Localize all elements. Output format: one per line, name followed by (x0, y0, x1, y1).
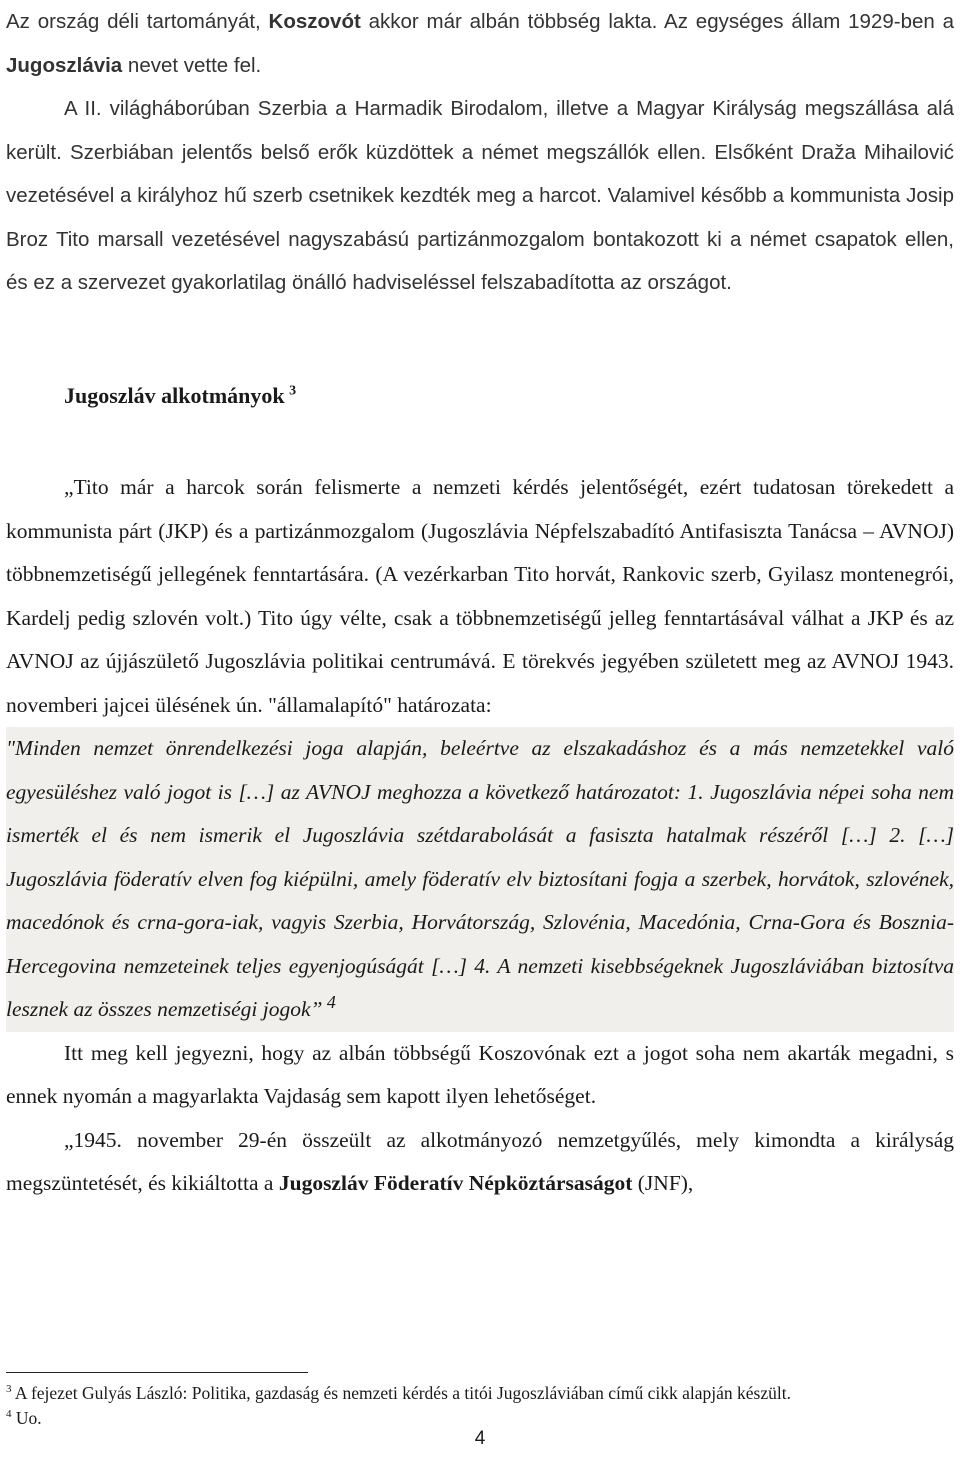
bold-koszovo: Koszovót (268, 10, 361, 33)
footnote-text: A fejezet Gulyás László: Politika, gazdaság és nemzeti kérdés a titói Jugoszláviában című cikk alapján készült. (11, 1383, 791, 1403)
text-run: akkor már albán többség lakta. Az egységes állam 1929-ben a (360, 10, 954, 33)
footnotes (6, 1381, 954, 1431)
quote-text: "Minden nemzet önrendelkezési joga alapján, beleértve az elszakadáshoz és a más nemzetekkel való egyesüléshez való jogot is […] az AVNOJ meghozza a következő határozatot: 1. Jugoszlávia népei soha nem ismerték el és nem ismerik el Jugoszlávia szétdarabolását a fasiszta hatalmak részéről […] 2. […] Jugoszlávia föderatív elven fog kiépülni, amely föderatív elv biztosítani fogja a szerbek, horvátok, szlovének, macedónok és crna-gora-iak, vagyis Szerbia, Horvátország, Szlovénia, Macedónia, Crna-Gora és Bosznia-Hercegovina nemzeteinek teljes egyenjogúságát […] 4. A nemzeti kisebbségeknek Jugoszláviában biztosítva lesznek az összes nemzetiségi jogok” (6, 736, 954, 1021)
intro-paragraph-2: A II. világháborúban Szerbia a Harmadik Birodalom, illetve a Magyar Királyság megszállása alá került. Szerbiában jelentős belső erők küzdöttek a német megszállók ellen. Elsőként Draža Mihailović vezetésével a királyhoz hű szerb csetnikek kezdték meg a harcot. Valamivel később a kommunista Josip Broz Tito marsall vezetésével nagyszabású partizánmozgalom bontakozott ki a német csapatok ellen, és ez a szervezet gyakorlatilag önálló hadviseléssel felszabadította az országot. (6, 97, 954, 294)
footnote-divider (6, 1372, 308, 1373)
footnote-mark: 3 (6, 1383, 12, 1396)
heading-text: Jugoszláv alkotmányok (64, 383, 285, 408)
footnote-mark: 4 (6, 1408, 12, 1421)
body-paragraph-2: Itt meg kell jegyezni, hogy az albán többségű Koszovónak ezt a jogot soha nem akarták megadni, s ennek nyomán a magyarlakta Vajdaság sem kapott ilyen lehetőséget. (6, 1040, 954, 1108)
body-section (6, 466, 954, 1206)
intro-paragraph-1 (6, 0, 954, 87)
page-number: 4 (474, 1428, 486, 1449)
footnote-item (6, 1381, 954, 1406)
text-run: „1945. november 29-én összeült az alkotmányozó nemzetgyűlés, mely kimondta a királyság megszüntetését, és kikiáltotta a (6, 1127, 954, 1195)
text-run: Az ország déli tartományát, (6, 10, 269, 33)
body-paragraph-3 (6, 1119, 954, 1206)
text-run: nevet vette fel. (122, 53, 262, 77)
text-run: (JNF), (632, 1171, 694, 1195)
bold-jugoszlavia: Jugoszlávia (6, 53, 123, 77)
intro-section (6, 0, 954, 305)
footnote-reference-4: 4 (326, 991, 336, 1012)
bold-jnf: Jugoszláv Föderatív Népköztársaságot (278, 1171, 633, 1195)
quote-block (6, 727, 954, 1032)
footnote-text: Uo. (11, 1408, 42, 1428)
footnote-reference-3: 3 (289, 383, 297, 399)
body-paragraph-1: „Tito már a harcok során felismerte a nemzeti kérdés jelentőségét, ezért tudatosan törekedett a kommunista párt (JKP) és a partizánmozgalom (Jugoszlávia Népfelszabadító Antifasiszta Tanácsa – AVNOJ) többnemzetiségű jellegének fenntartására. (A vezérkarban Tito horvát, Rankovic szerb, Gyilasz montenegrói, Kardelj pedig szlovén volt.) Tito úgy vélte, csak a többnemzetiségű jelleg fenntartásával válhat a JKP és az AVNOJ az újjászülető Jugoszlávia politikai centrumává. E törekvés jegyében született meg az AVNOJ 1943. novemberi jajcei ülésének ún. "államalapító" határozata: (6, 475, 954, 717)
section-heading (64, 383, 296, 409)
